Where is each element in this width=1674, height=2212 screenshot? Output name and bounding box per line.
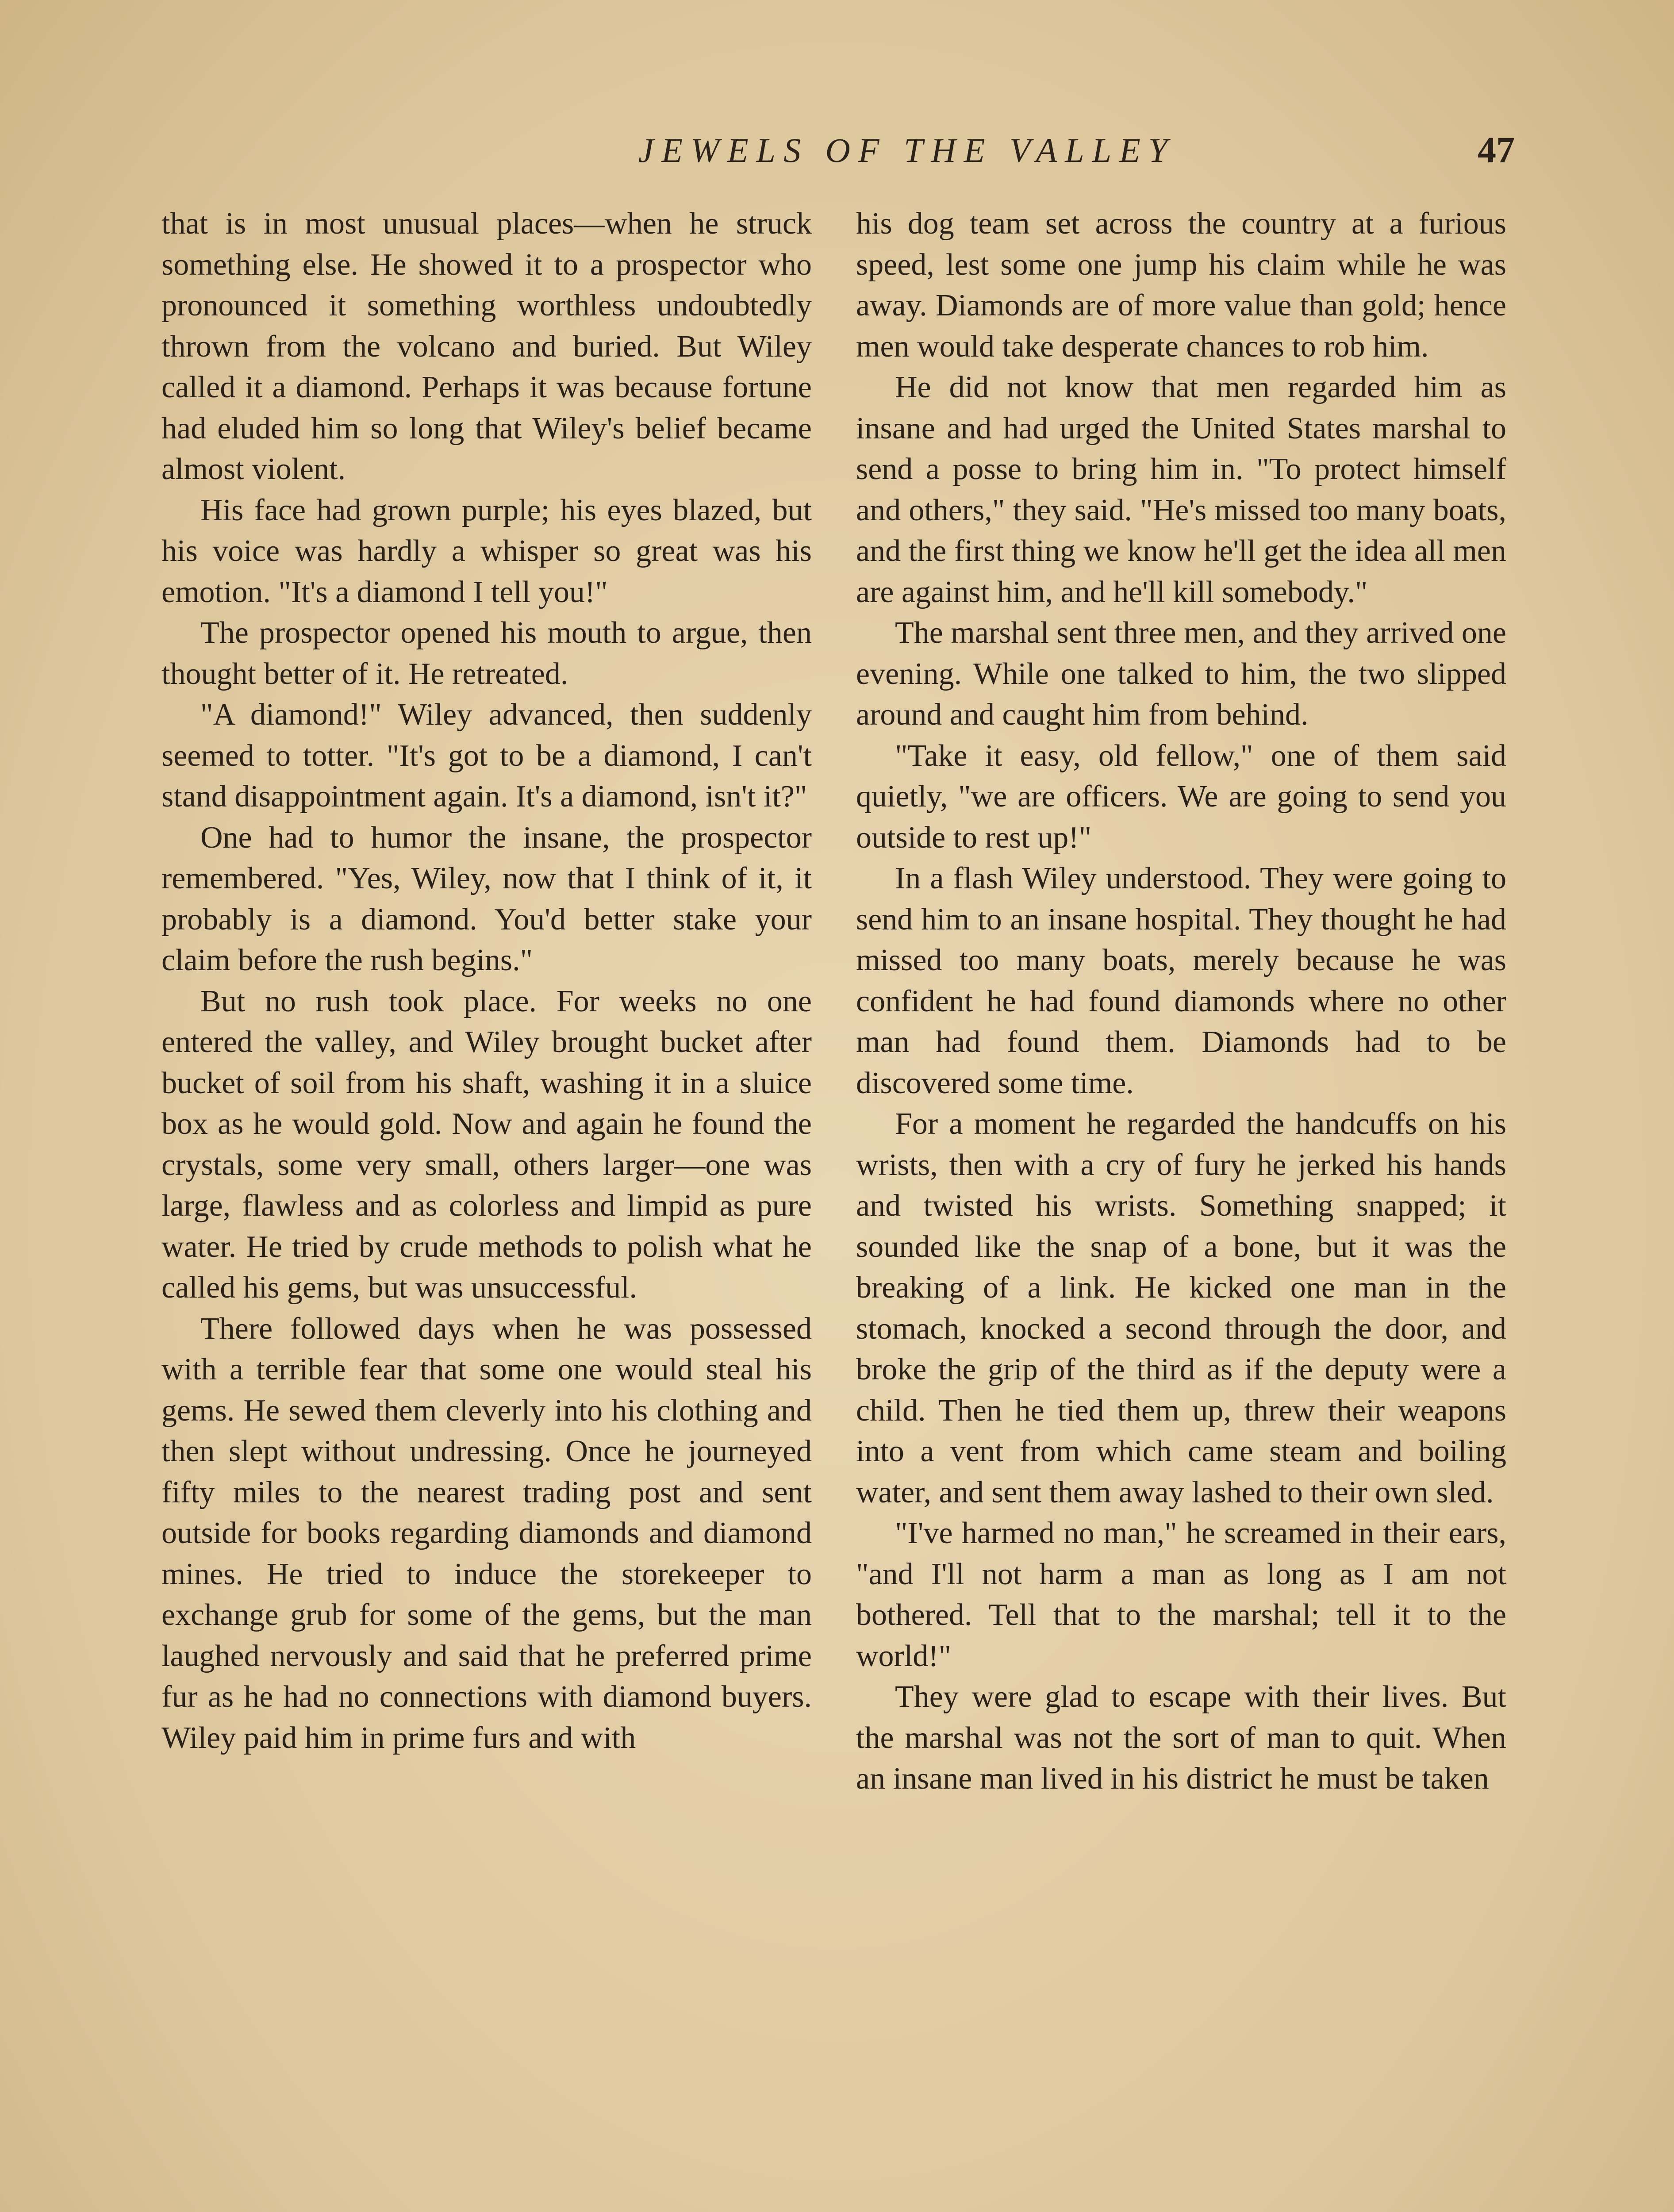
paragraph: "A diamond!" Wiley advanced, then suddenly seemed to totter. "It's got to be a diamond, I can't stand disappointment again. It's a diamond, isn't it?" [161, 698, 812, 814]
paragraph: One had to humor the insane, the prospector remembered. "Yes, Wiley, now that I think of it, it probably is a diamond. You'd better stake your claim before the rush begins." [161, 820, 812, 977]
paragraph: He did not know that men regarded him as insane and had urged the United States marshal to send a posse to bring him in. "To protect himself and others," they said. "He's missed too many boats, and the first thing we know he'll get the idea all men are against him, and he'll kill somebody." [856, 370, 1506, 609]
paragraph: "I've harmed no man," he screamed in their ears, "and I'll not harm a man as long as I am not bothered. Tell that to the marshal; tell it to the world!" [856, 1516, 1506, 1673]
page-number: 47 [1478, 130, 1515, 171]
paragraph: "Take it easy, old fellow," one of them said quietly, "we are officers. We are going to send you outside to rest up!" [856, 738, 1506, 855]
paragraph: They were glad to escape with their lives. But the marshal was not the sort of man to quit. When an insane man lived in his district he must be taken [856, 1680, 1506, 1796]
running-title: JEWELS OF THE VALLEY [638, 131, 1176, 169]
paragraph: that is in most unusual places—when he struck something else. He showed it to a prospector who pronounced it something worthless undoubtedly thrown from the volcano and buried. But Wiley called it a diamond. Perhaps it was because fortune had eluded him so long that Wiley's belief became almost violent. [161, 207, 812, 486]
paragraph: For a moment he regarded the handcuffs on his wrists, then with a cry of fury he jerked his hands and twisted his wrists. Something snapped; it sounded like the snap of a bone, but it was the breaking of a link. He kicked one man in the stomach, knocked a second through the door, and broke the grip of the third as if the deputy were a child. Then he tied them up, threw their weapons into a vent from which came steam and boiling water, and sent them away lashed to their own sled. [856, 1107, 1506, 1509]
paragraph: The prospector opened his mouth to argue, then thought better of it. He retreated. [161, 616, 812, 691]
paragraph: There followed days when he was possessed with a terrible fear that some one would steal his gems. He sewed them cleverly into his clothing and then slept without undressing. Once he journeyed fifty miles to the nearest trading post and sent outside for books regarding diamonds and diamond mines. He tried to induce the storekeeper to exchange grub for some of the gems, but the man laughed nervously and said that he preferred prime fur as he had no connections with diamond buyers. Wiley paid him in prime furs and with [161, 1311, 812, 1755]
right-column [856, 204, 1506, 1800]
paragraph: his dog team set across the country at a furious speed, lest some one jump his claim while he was away. Diamonds are of more value than gold; hence men would take desperate chances to rob him. [856, 207, 1506, 364]
paragraph: In a flash Wiley understood. They were going to send him to an insane hospital. They thought he had missed too many boats, merely because he was confident he had found diamonds where no other man had found them. Diamonds had to be discovered some time. [856, 861, 1506, 1100]
paragraph: His face had grown purple; his eyes blazed, but his voice was hardly a whisper so great was his emotion. "It's a diamond I tell you!" [161, 493, 812, 609]
left-column [161, 204, 812, 1759]
paragraph: But no rush took place. For weeks no one entered the valley, and Wiley brought bucket after bucket of soil from his shaft, washing it in a sluice box as he would gold. Now and again he found the crystals, some very small, others larger—one was large, flawless and as colorless and limpid as pure water. He tried by crude methods to polish what he called his gems, but was unsuccessful. [161, 984, 812, 1305]
paragraph: The marshal sent three men, and they arrived one evening. While one talked to him, the two slipped around and caught him from behind. [856, 616, 1506, 732]
